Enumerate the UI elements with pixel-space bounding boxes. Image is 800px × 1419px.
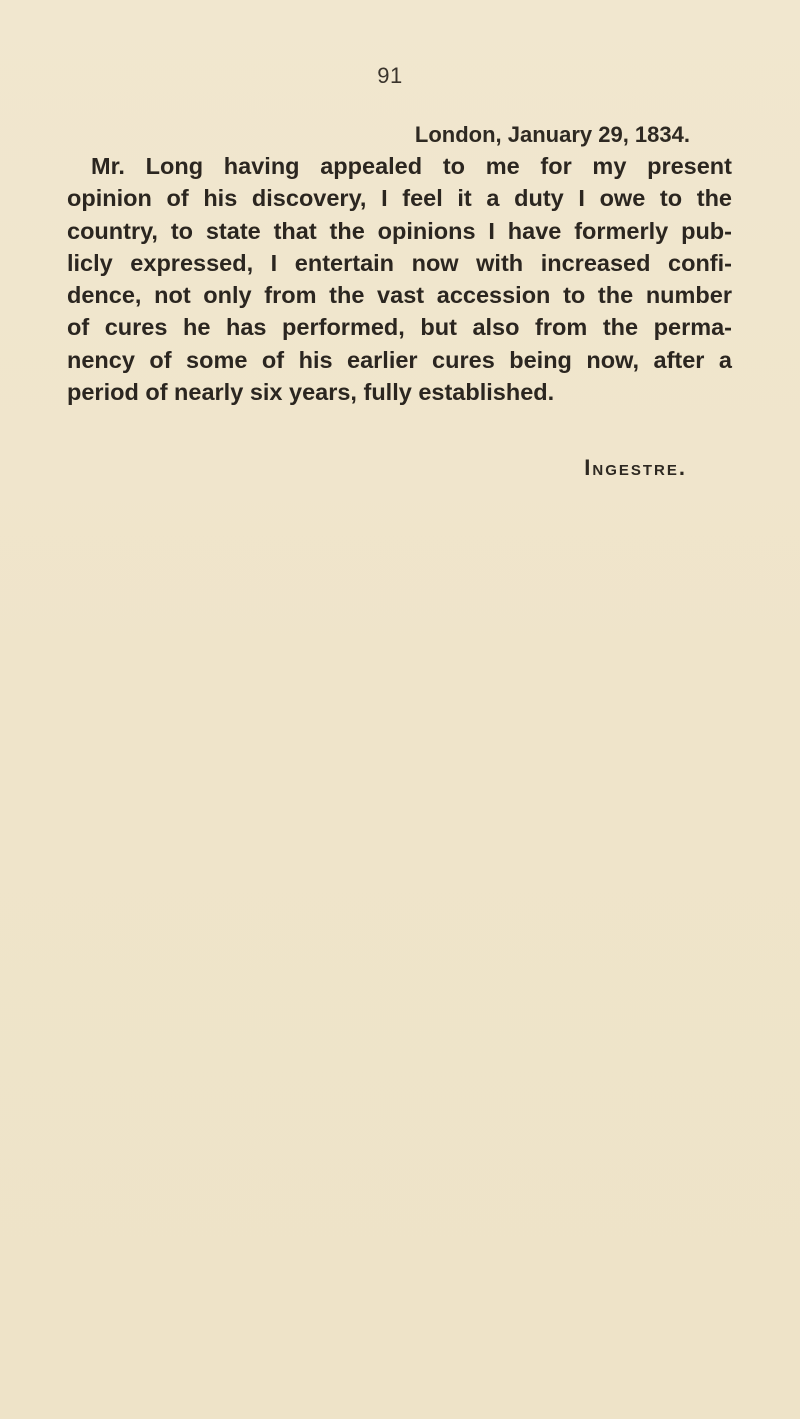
body-line: opinion of his discovery, I feel it a duty I owe to the: [67, 185, 732, 212]
body-line: licly expressed, I entertain now with increased confi-: [67, 249, 732, 276]
body-line: nency of some of his earlier cures being now, after a: [67, 346, 732, 373]
letter-body: [67, 150, 732, 408]
body-line: dence, not only from the vast accession to the number: [67, 282, 732, 309]
dateline: London, January 29, 1834.: [414, 122, 690, 147]
body-line: Mr. Long having appealed to me for my present: [91, 153, 732, 179]
page-number: 91: [377, 63, 403, 88]
body-line: country, to state that the opinions I have formerly pub-: [67, 217, 732, 244]
signature: Ingestre.: [584, 455, 687, 480]
body-line: of cures he has performed, but also from the perma-: [67, 314, 732, 341]
body-line: period of nearly six years, fully established.: [67, 379, 555, 406]
